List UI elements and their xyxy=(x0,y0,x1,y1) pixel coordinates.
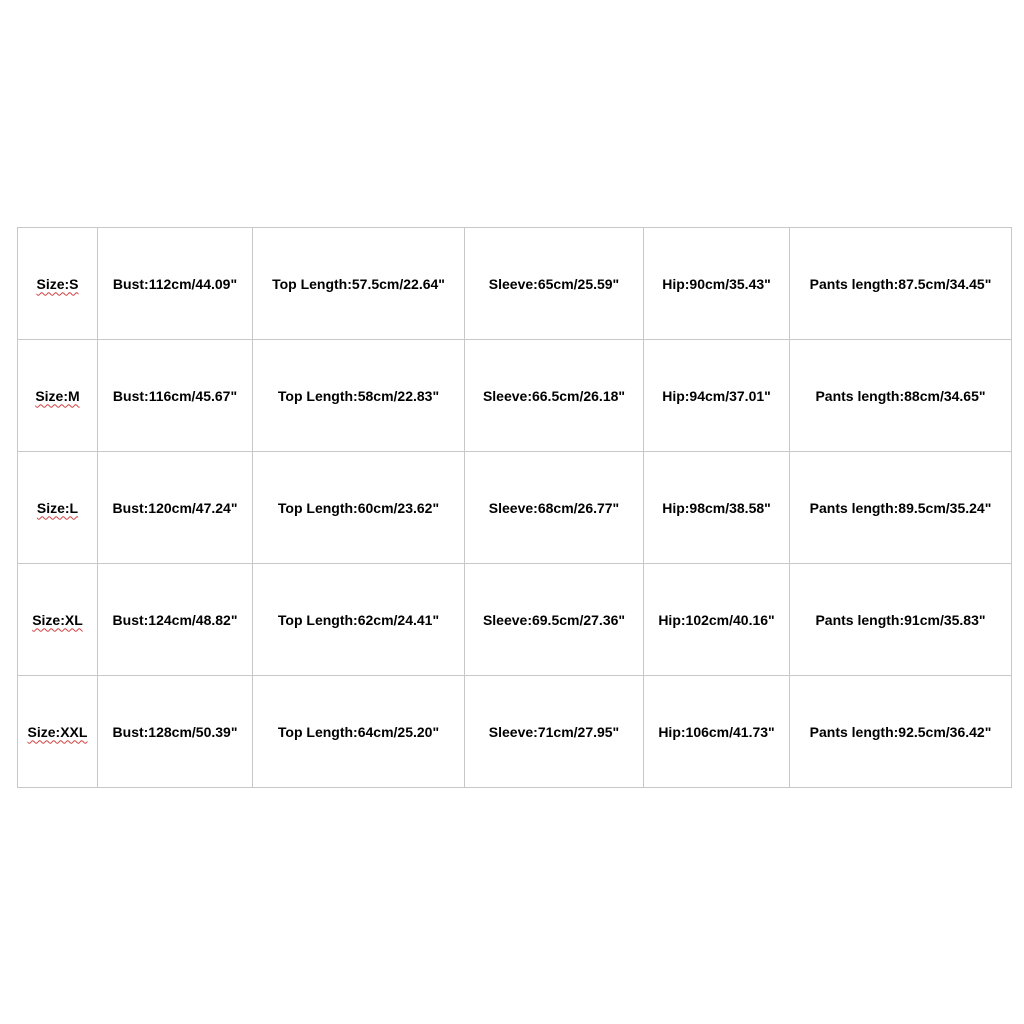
table-row xyxy=(18,340,1012,452)
hip-cell: Hip:98cm/38.58" xyxy=(644,452,790,564)
sleeve-cell: Sleeve:68cm/26.77" xyxy=(465,452,644,564)
size-label: Size:XL xyxy=(32,611,83,628)
top-length-cell: Top Length:64cm/25.20" xyxy=(253,676,465,788)
top-length-cell: Top Length:57.5cm/22.64" xyxy=(253,228,465,340)
table-row xyxy=(18,564,1012,676)
size-cell xyxy=(18,676,98,788)
bust-cell: Bust:112cm/44.09" xyxy=(98,228,253,340)
bust-cell: Bust:120cm/47.24" xyxy=(98,452,253,564)
size-cell xyxy=(18,340,98,452)
hip-cell: Hip:102cm/40.16" xyxy=(644,564,790,676)
size-cell xyxy=(18,564,98,676)
size-label: Size:M xyxy=(35,387,80,404)
pants-length-cell: Pants length:91cm/35.83" xyxy=(790,564,1012,676)
top-length-cell: Top Length:60cm/23.62" xyxy=(253,452,465,564)
size-label: Size:L xyxy=(36,499,79,516)
table-row xyxy=(18,676,1012,788)
bust-cell: Bust:124cm/48.82" xyxy=(98,564,253,676)
pants-length-cell: Pants length:92.5cm/36.42" xyxy=(790,676,1012,788)
pants-length-cell: Pants length:87.5cm/34.45" xyxy=(790,228,1012,340)
top-length-cell: Top Length:58cm/22.83" xyxy=(253,340,465,452)
pants-length-cell: Pants length:89.5cm/35.24" xyxy=(790,452,1012,564)
hip-cell: Hip:106cm/41.73" xyxy=(644,676,790,788)
hip-cell: Hip:94cm/37.01" xyxy=(644,340,790,452)
sleeve-cell: Sleeve:71cm/27.95" xyxy=(465,676,644,788)
table-row xyxy=(18,228,1012,340)
pants-length-cell: Pants length:88cm/34.65" xyxy=(790,340,1012,452)
sleeve-cell: Sleeve:65cm/25.59" xyxy=(465,228,644,340)
bust-cell: Bust:128cm/50.39" xyxy=(98,676,253,788)
size-chart-table xyxy=(17,227,1012,788)
size-label: Size:S xyxy=(36,275,79,292)
hip-cell: Hip:90cm/35.43" xyxy=(644,228,790,340)
size-label: Size:XXL xyxy=(27,723,88,740)
sleeve-cell: Sleeve:66.5cm/26.18" xyxy=(465,340,644,452)
size-cell xyxy=(18,452,98,564)
table-row xyxy=(18,452,1012,564)
top-length-cell: Top Length:62cm/24.41" xyxy=(253,564,465,676)
size-cell xyxy=(18,228,98,340)
sleeve-cell: Sleeve:69.5cm/27.36" xyxy=(465,564,644,676)
bust-cell: Bust:116cm/45.67" xyxy=(98,340,253,452)
